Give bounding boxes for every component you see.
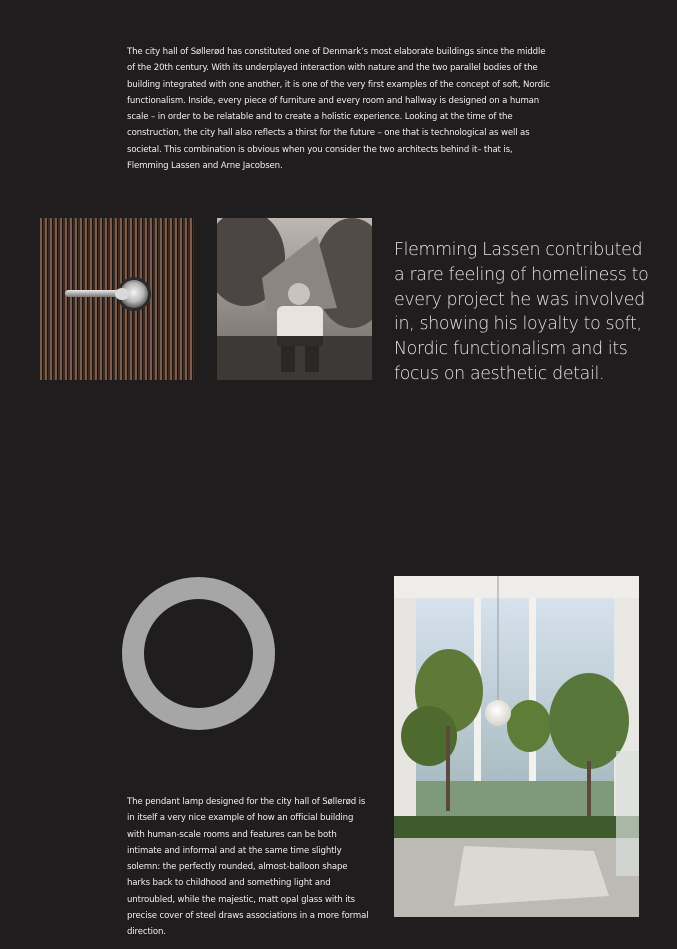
conservatory-lamp-photo (394, 576, 639, 917)
door-handle-illustration (40, 218, 194, 380)
architect-portrait-photo (217, 218, 372, 380)
intro-paragraph: The city hall of Søllerød has constituted one of Denmark’s most elaborate buildings since the middle of the 20th century. With its underplayed interaction with nature and the two parallel bodies of the building integrated with one another, it is one of the very first examples of the concept of soft, Nordic functionalism. Inside, every piece of furniture and every room and hallway is designed on a human scale – in order to be relatable and to create a holistic experience. Looking at the time of the construction, the city hall also reflects a thirst for the future – one that is technological as well as societal. This combination is obvious when you consider the two architects behind it– that is, Flemming Lassen and Arne Jacobsen. (127, 47, 550, 172)
lamp-description: The pendant lamp designed for the city hall of Søllerød is in itself a very nice example of how an official building with human-scale rooms and features can be both intimate and informal and at the same time slightly solemn: the perfectly rounded, almost-balloon shape harks back to childhood and something light and untroubled, while the majestic, matt opal glass with its precise cover of steel draws associations in a more formal direction. (127, 797, 369, 938)
conservatory-illustration (394, 576, 639, 917)
door-handle-photo (40, 218, 194, 380)
pull-quote: Flemming Lassen contributed a rare feeling of homeliness to every project he was involved in, showing his loyalty to soft, Nordic functionalism and its focus on aesthetic detail. (394, 240, 649, 384)
portrait-illustration (217, 218, 372, 380)
ring-graphic (120, 575, 277, 732)
